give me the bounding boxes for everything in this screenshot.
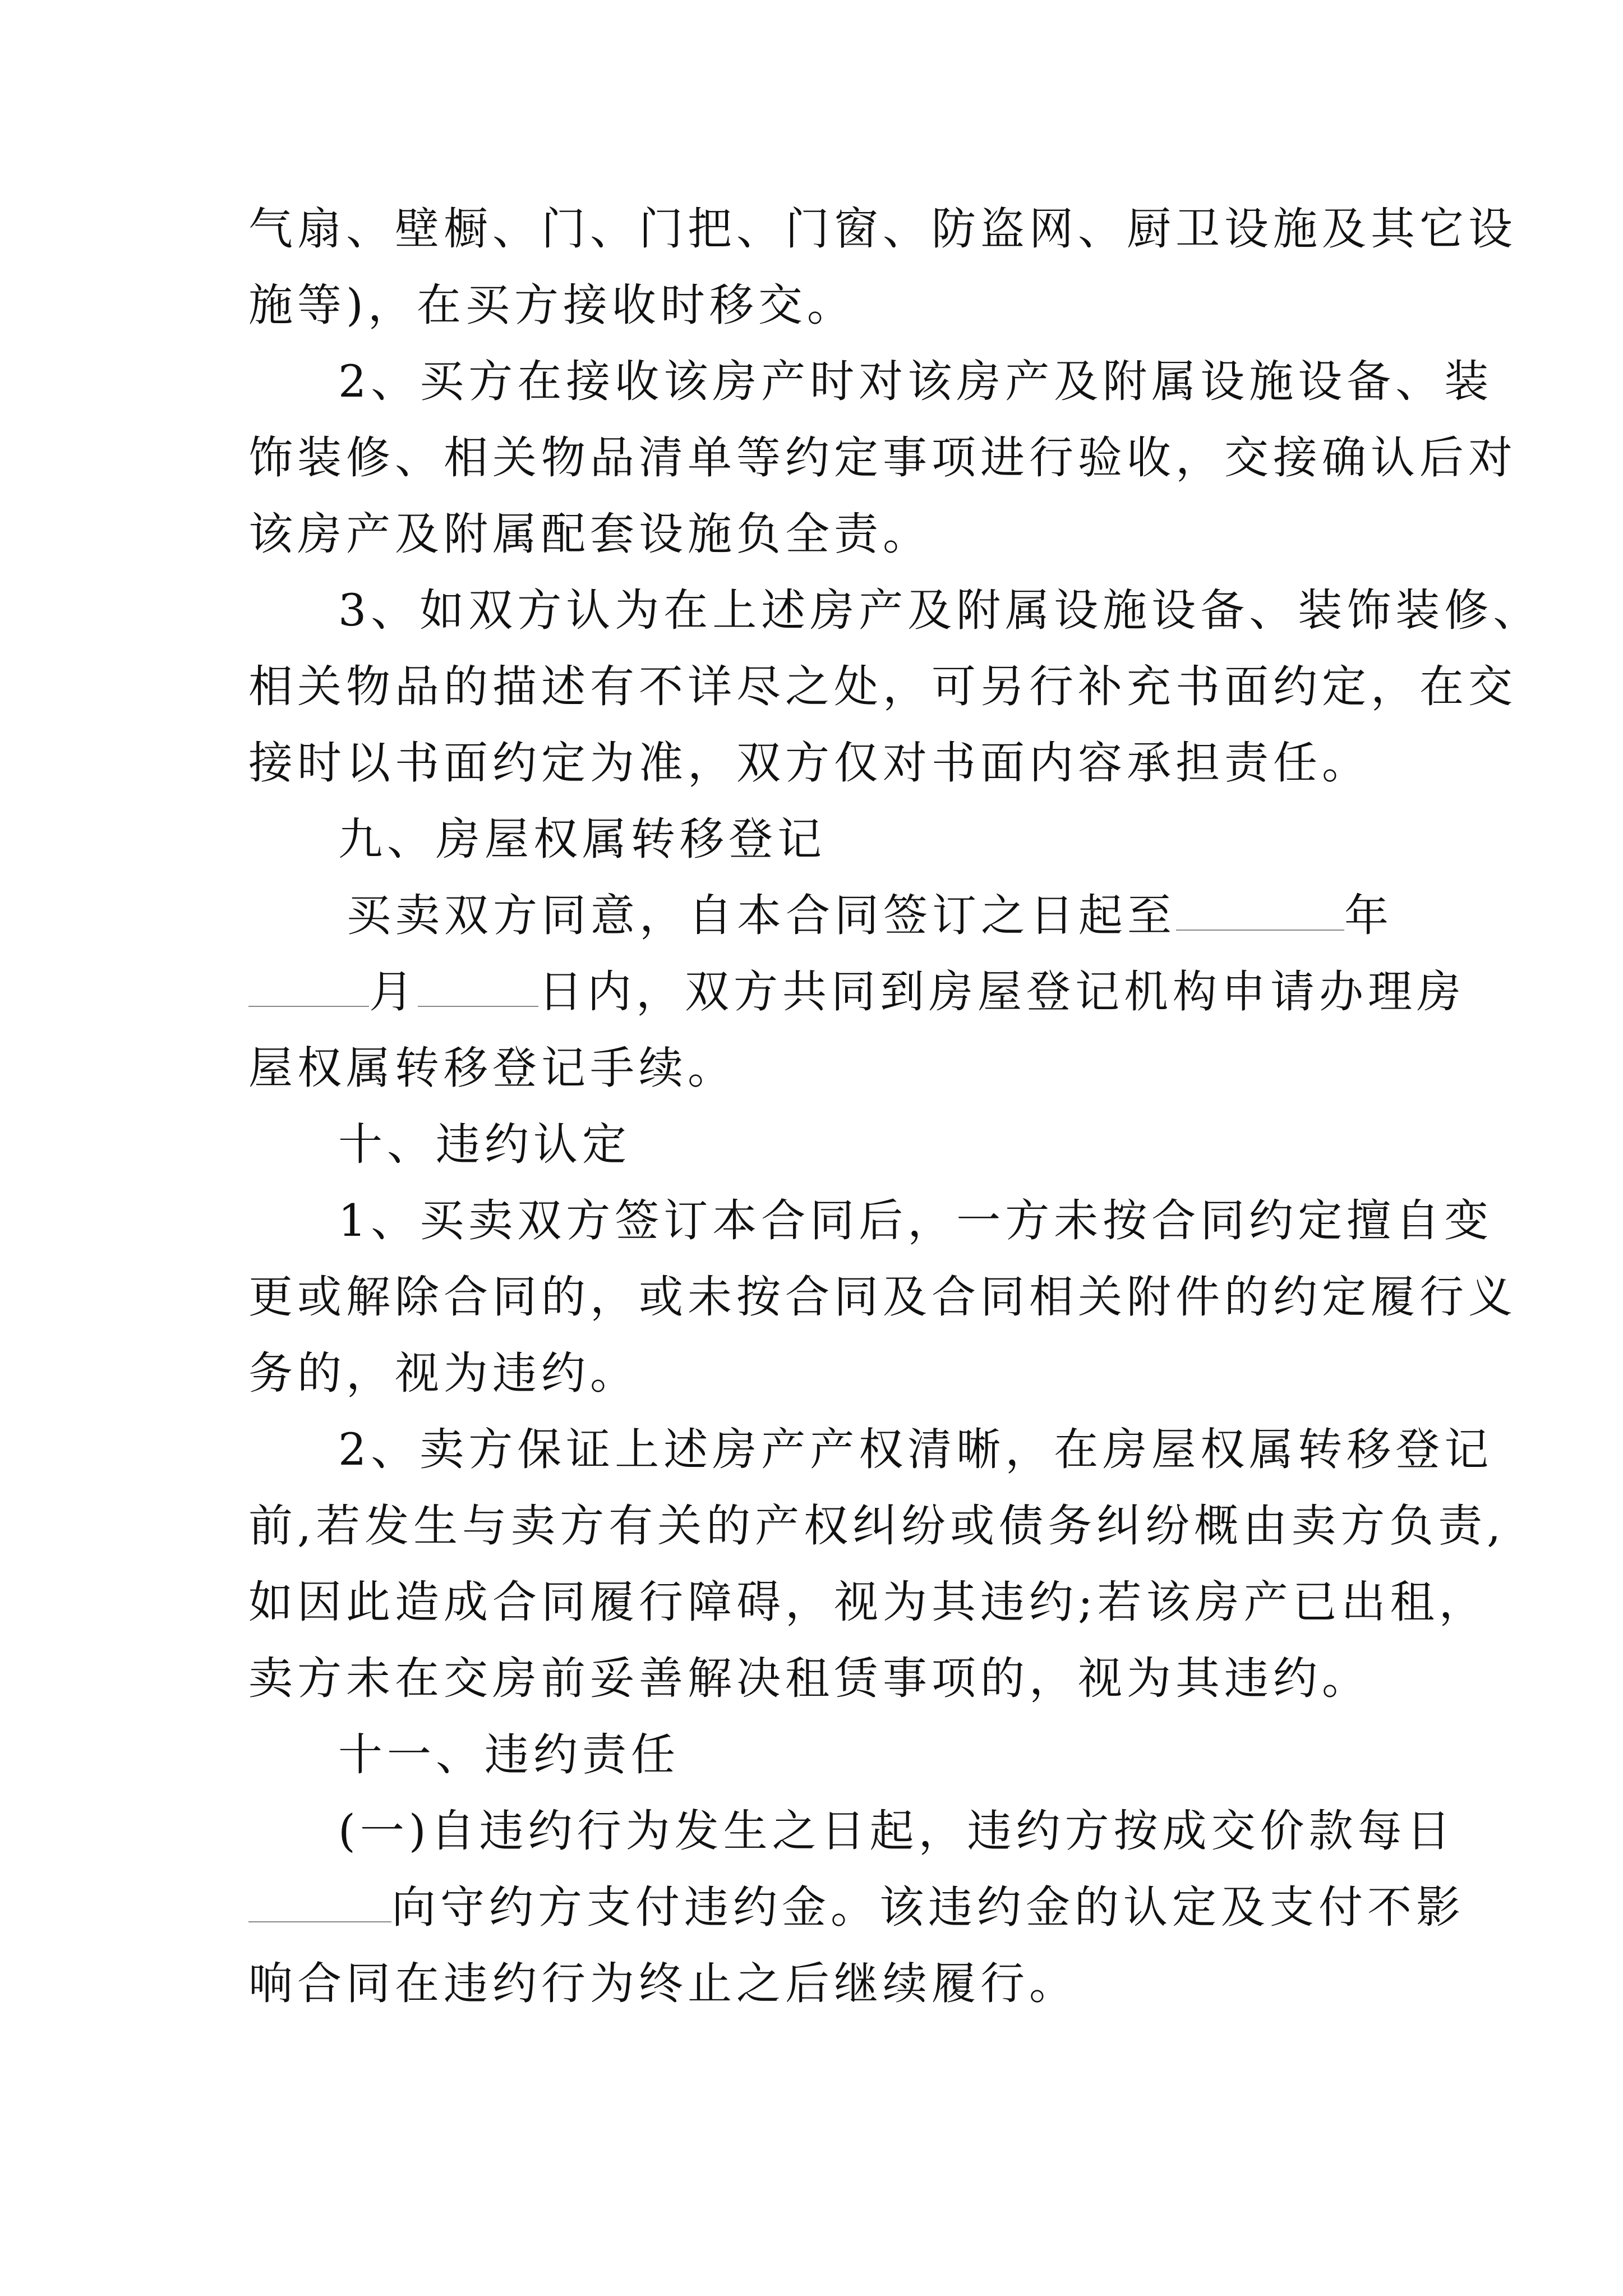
month-blank xyxy=(248,972,369,1007)
clause-11-1-text-b: 向守约方支付违约金。该违约金的认定及支付不影 xyxy=(391,1881,1465,1933)
clause-8-2-line-3: 该房产及附属配套设施负全责。 xyxy=(248,508,932,560)
clause-8-3-line-1: 3、如双方认为在上述房产及附属设施设备、装饰装修、 xyxy=(338,585,1542,636)
clause-10-2-line-1: 2、卖方保证上述房产产权清晰，在房屋权属转移登记 xyxy=(338,1424,1493,1475)
penalty-rate-blank xyxy=(248,1888,391,1922)
month-label: 月 xyxy=(369,966,418,1018)
clause-9-line-2 xyxy=(248,954,1465,1030)
day-blank xyxy=(418,972,538,1007)
clause-9-line-1 xyxy=(248,877,1393,954)
clause-8-3-line-2: 相关物品的描述有不详尽之处，可另行补充书面约定，在交 xyxy=(248,661,1517,712)
clause-8-2-line-1: 2、买方在接收该房产时对该房产及附属设施设备、装 xyxy=(338,356,1493,407)
clause-9-line-3: 屋权属转移登记手续。 xyxy=(248,1042,736,1094)
clause-11-1-line-3: 响合同在违约行为终止之后继续履行。 xyxy=(248,1958,1078,2009)
year-label: 年 xyxy=(1344,890,1393,941)
clause-10-1-line-3: 务的，视为违约。 xyxy=(248,1347,639,1399)
clause-8-3-line-3: 接时以书面约定为准，双方仅对书面内容承担责任。 xyxy=(248,737,1371,789)
section-heading-11: 十一、违约责任 xyxy=(338,1729,680,1780)
clause-10-1-line-1: 1、买卖双方签订本合同后，一方未按合同约定擅自变 xyxy=(338,1195,1493,1246)
clause-10-2-line-4: 卖方未在交房前妥善解决租赁事项的，视为其违约。 xyxy=(248,1653,1371,1704)
year-blank xyxy=(1176,896,1344,931)
clause-11-1-line-2 xyxy=(248,1869,1465,1945)
clause-9-text-a: 买卖双方同意，自本合同签订之日起至 xyxy=(347,890,1176,941)
clause-9-text-b: 日内，双方共同到房屋登记机构申请办理房 xyxy=(538,966,1465,1018)
text-line: 施等)，在买方接收时移交。 xyxy=(248,279,856,331)
clause-10-2-line-3: 如因此造成合同履行障碍，视为其违约;若该房产已出租， xyxy=(248,1576,1488,1628)
section-heading-10: 十、违约认定 xyxy=(338,1119,631,1170)
clause-8-2-line-2: 饰装修、相关物品清单等约定事项进行验收，交接确认后对 xyxy=(248,432,1517,484)
clause-10-1-line-2: 更或解除合同的，或未按合同及合同相关附件的约定履行义 xyxy=(248,1271,1517,1323)
clause-11-1-line-1: (一)自违约行为发生之日起，违约方按成交价款每日 xyxy=(338,1805,1455,1857)
document-body xyxy=(248,191,1542,2022)
clause-10-2-line-2: 前,若发生与卖方有关的产权纠纷或债务纠纷概由卖方负责, xyxy=(248,1500,1506,1552)
section-heading-9: 九、房屋权属转移登记 xyxy=(338,813,826,865)
text-line: 气扇、壁橱、门、门把、门窗、防盗网、厨卫设施及其它设 xyxy=(248,203,1517,255)
